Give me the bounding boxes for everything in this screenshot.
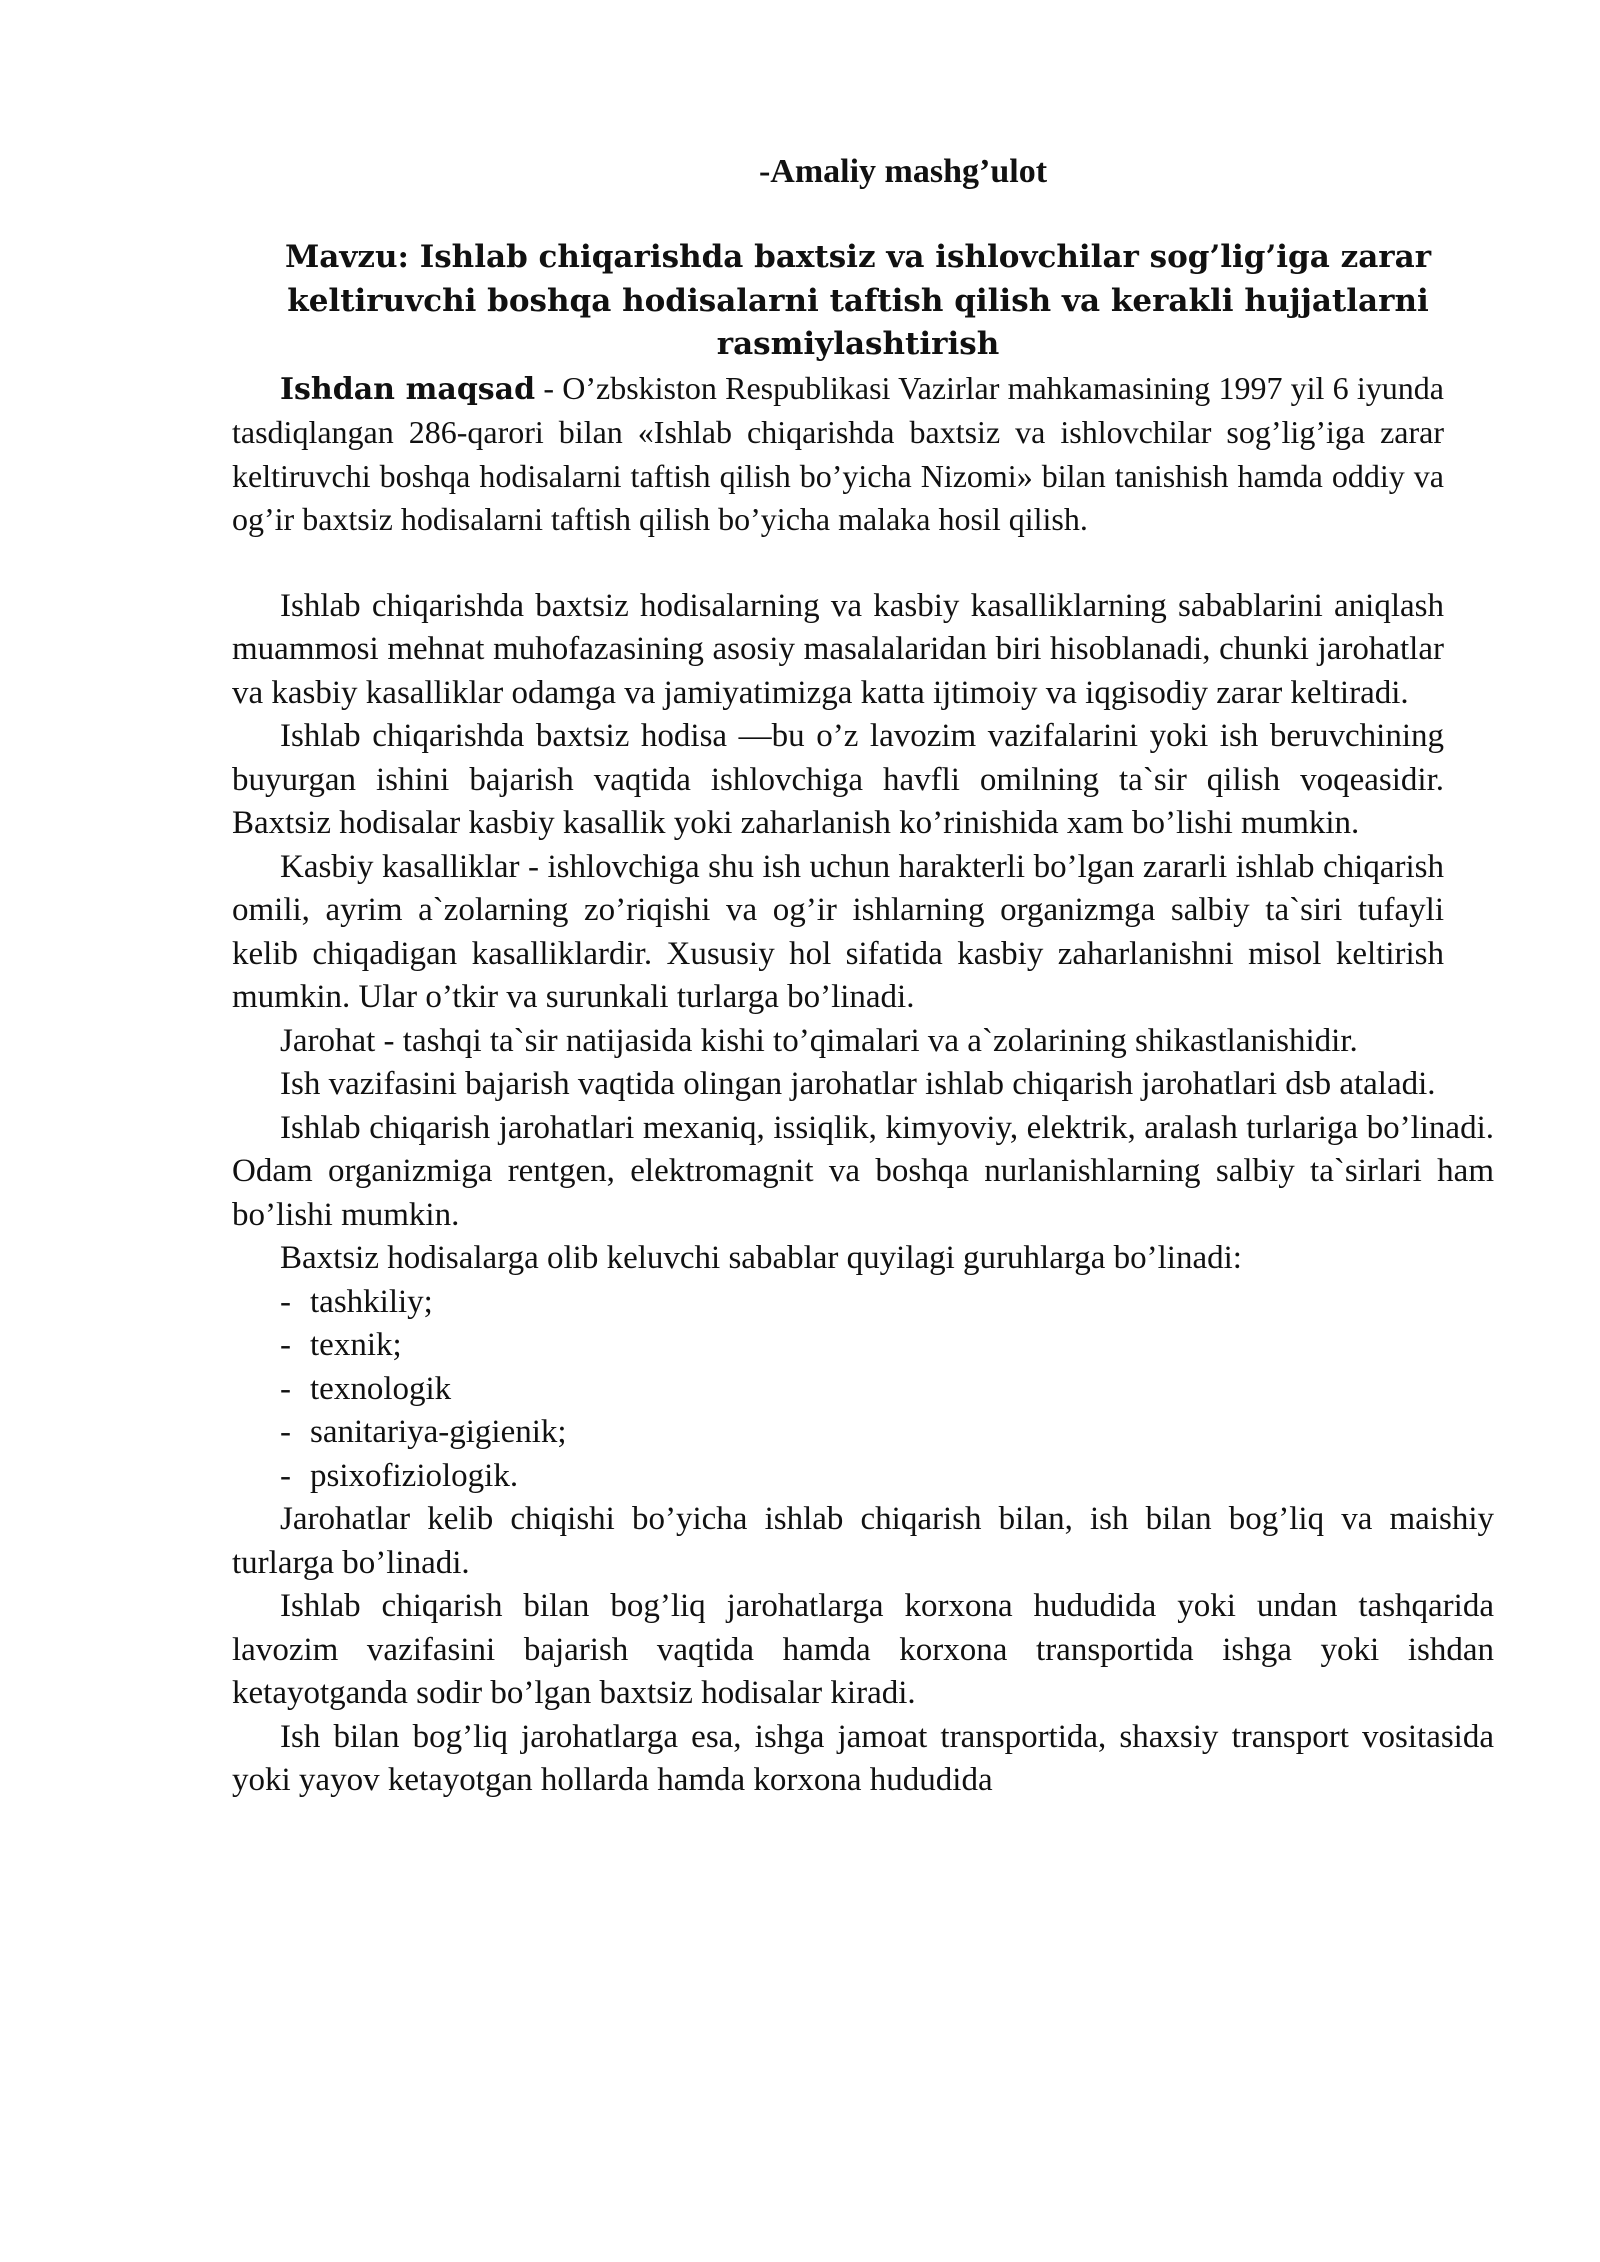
list-item: - tashkiliy; — [280, 1281, 1444, 1325]
goal-text: - O’zbskiston Respublikasi Vazirlar mahkamasining 1997 yil 6 iyunda tasdiqlangan 286-qarori bilan «Ishlab chiqarishda baxtsiz va ishlovchilar sog’lig’iga zarar keltiruvchi boshqa hodisalarni taftish qilish bo’yicha Nizomi» bilan tanishish hamda oddiy va og’ir baxtsiz hodisalarni taftish qilish bo’yicha malaka hosil qilish. — [232, 369, 1445, 537]
paragraph-7: Baxtsiz hodisalarga olib keluvchi sabablar quyilagi guruhlarga bo’linadi: — [280, 1240, 1242, 1276]
paragraph-4: Jarohat - tashqi ta`sir natijasida kishi to’qimalari va a`zolarining shikastlanishidir. — [280, 1022, 1358, 1059]
list-item: - sanitariya-gigienik; — [280, 1411, 1444, 1455]
paragraph-6: Ishlab chiqarish jarohatlari mexaniq, issiqlik, kimyoviy, elektrik, aralash turlariga bo’linadi. Odam organizmiga rentgen, elektromagnit va boshqa nurlanishlarning salbiy ta`sirlari ham bo’lishi mumkin. — [232, 1109, 1494, 1233]
paragraph-gap — [232, 542, 1444, 585]
paragraph-1: Ishlab chiqarishda baxtsiz hodisalarning va kasbiy kasalliklarning sabablarini aniqlash muammosi mehnat muhofazasining asosiy masalalaridan biri hisoblanadi, chunki jarohatlar va kasbiy kasalliklar odamga va jamiyatimizga katta ijtimoiy va iqgisodiy zarar keltiradi. — [232, 587, 1444, 711]
topic-heading: Mavzu: Ishlab chiqarishda baxtsiz va ishlovchilar sog’lig’iga zarar keltiruvchi boshqa hodisalarni taftish qilish va kerakli hujjatlarni rasmiylashtirish — [284, 239, 1432, 362]
paragraph-10: Ish bilan bog’liq jarohatlarga esa, ishga jamoat transportida, shaxsiy transport vositasida yoki yayov ketayotgan hollarda hamda korxona hududida — [232, 1718, 1494, 1798]
document-page — [232, 150, 1494, 1803]
goal-paragraph — [232, 367, 1444, 542]
list-item: - texnologik — [280, 1368, 1444, 1412]
paragraph-5: Ish vazifasini bajarish vaqtida olingan jarohatlar ishlab chiqarish jarohatlari dsb ataladi. — [280, 1066, 1436, 1102]
list-item: - texnik; — [280, 1324, 1444, 1368]
paragraph-9: Ishlab chiqarish bilan bog’liq jarohatlarga korxona hududida yoki undan tashqarida lavozim vazifasini bajarish vaqtida hamda korxona transportida ishga yoki ishdan ketayotganda sodir bo’lgan baxtsiz hodisalar kiradi. — [232, 1588, 1494, 1711]
paragraph-3: Kasbiy kasalliklar - ishlovchiga shu ish uchun harakterli bo’lgan zararli ishlab chiqarish omili, ayrim a`zolarning zo’riqishi va og’ir ishlarning organizmga salbiy ta`siri tufayli kelib chiqadigan kasalliklardir. Xususiy hol sifatida kasbiy zaharlanishni misol keltirish mumkin. Ular o’tkir va surunkali turlarga bo’linadi. — [232, 848, 1444, 1015]
goal-lead: Ishdan maqsad — [280, 371, 536, 407]
causes-list — [232, 1281, 1444, 1499]
list-item: - psixofiziologik. — [280, 1455, 1444, 1499]
document-title: -Amaliy mashg’ulot — [758, 153, 1048, 190]
paragraph-2: Ishlab chiqarishda baxtsiz hodisa —bu o’z lavozim vazifalarini yoki ish beruvchining buyurgan ishini bajarish vaqtida ishlovchiga havfli omilning ta`sir qilish voqeasidir. Baxtsiz hodisalar kasbiy kasallik yoki zaharlanish ko’rinishida xam bo’lishi mumkin. — [232, 718, 1444, 841]
paragraph-8: Jarohatlar kelib chiqishi bo’yicha ishlab chiqarish bilan, ish bilan bog’liq va maishiy turlarga bo’linadi. — [232, 1501, 1494, 1581]
